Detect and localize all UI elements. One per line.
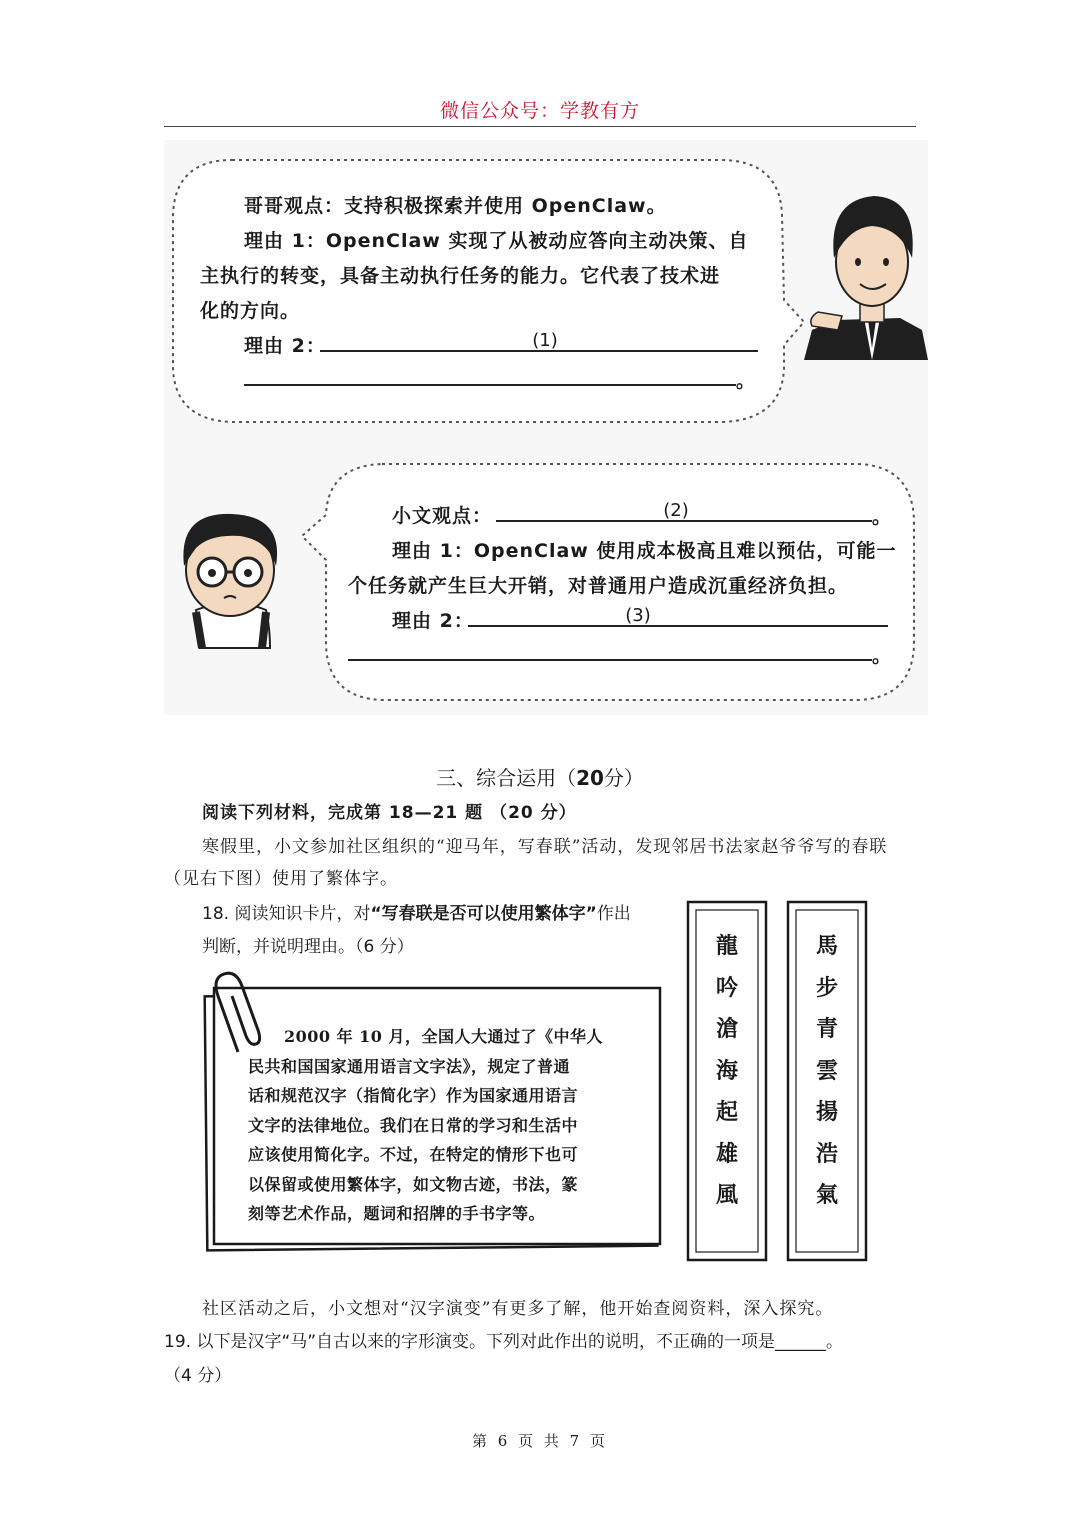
couplet-char: 龍	[715, 933, 738, 959]
couplet-char: 氣	[815, 1182, 838, 1208]
card-line: 刻等艺术作品，题词和招牌的手书字等。	[248, 1204, 546, 1223]
card-line: 话和规范汉字（指简化字）作为国家通用语言	[248, 1086, 579, 1105]
answer-blank-1-line2[interactable]	[244, 384, 736, 386]
couplet-char: 風	[715, 1182, 738, 1208]
question-18-line2: 判断，并说明理由。（6 分）	[202, 937, 414, 957]
couplet-char: 吟	[715, 974, 738, 1001]
section-instruction: 阅读下列材料，完成第 18—21 题 （20 分）	[202, 803, 577, 823]
header-title: 微信公众号：学教有方	[439, 100, 640, 122]
couplet-char: 滄	[715, 1016, 738, 1042]
xiaowen-reason1-line2: 个任务就产生巨大开销，对普通用户造成沉重经济负担。	[348, 575, 849, 597]
section-title-prefix: 三、综合运用（	[436, 766, 577, 790]
brother-reason2-label: 理由 2：	[244, 335, 326, 357]
couplet-char: 浩	[815, 1140, 838, 1167]
material-para2: 社区活动之后，小文想对“汉字演变”有更多了解，他开始查阅资料，深入探究。	[202, 1299, 834, 1319]
answer-blank-3-line1[interactable]	[468, 625, 888, 627]
question-18-emphasis: “写春联是否可以使用繁体字”	[370, 904, 597, 924]
brother-reason1-line3: 化的方向。	[200, 300, 301, 322]
xiaowen-reason2-period: 。	[872, 645, 893, 667]
question-18-prefix: 18. 阅读知识卡片，对	[202, 904, 371, 924]
brother-viewpoint: 哥哥观点：支持积极探索并使用 OpenClaw。	[244, 195, 667, 217]
section-title-score: 20	[576, 766, 604, 790]
material-para1-line1: 寒假里，小文参加社区组织的“迎马年，写春联”活动，发现邻居书法家赵爷爷写的春联	[202, 837, 888, 857]
couplet-char: 揚	[815, 1099, 838, 1125]
section-title-suffix: 分）	[603, 766, 644, 790]
brother-reason1-line1: 理由 1：OpenClaw 实现了从被动应答向主动决策、自	[244, 230, 749, 252]
xiaowen-reason1-line1: 理由 1：OpenClaw 使用成本极高且难以预估，可能一	[392, 540, 897, 562]
couplet-right-column	[796, 926, 858, 1217]
blank-3-number: (3)	[625, 605, 651, 626]
card-line: 2000 年 10 月，全国人大通过了《中华人	[284, 1027, 604, 1046]
knowledge-card-text	[248, 1022, 648, 1229]
blank-1-number: (1)	[532, 330, 558, 351]
question-18-suffix: 作出	[596, 904, 631, 924]
brother-reason1-line2: 主执行的转变，具备主动执行任务的能力。它代表了技术进	[200, 265, 721, 287]
material-para1-line2: （见右下图）使用了繁体字。	[164, 869, 398, 889]
question-18-line1	[202, 899, 631, 924]
question-19-line1: 19. 以下是汉字“马”自古以来的字形演变。下列对此作出的说明，不正确的一项是______。	[164, 1332, 844, 1352]
brother-reason2-period: 。	[736, 370, 757, 392]
xiaowen-viewpoint-period: 。	[872, 506, 893, 528]
card-line: 文字的法律地位。我们在日常的学习和生活中	[248, 1115, 579, 1135]
question-19-line2: （4 分）	[164, 1366, 232, 1386]
couplet-char: 步	[815, 974, 838, 1001]
couplet-left-column	[696, 926, 758, 1217]
couplet-char: 雄	[715, 1140, 738, 1167]
couplet-char: 青	[815, 1016, 838, 1042]
blank-2-number: (2)	[663, 500, 689, 521]
xiaowen-figure-icon	[183, 514, 277, 648]
xiaowen-viewpoint-label: 小文观点：	[392, 505, 493, 527]
xiaowen-reason2-label: 理由 2：	[392, 610, 474, 632]
couplet-char: 雲	[815, 1057, 838, 1084]
card-line: 以保留或使用繁体字，如文物古迹，书法，篆	[248, 1174, 579, 1194]
page-number: 第 6 页 共 7 页	[472, 1432, 608, 1450]
card-line: 民共和国国家通用语言文字法》，规定了普通	[248, 1056, 571, 1076]
couplet-char: 海	[715, 1057, 738, 1084]
section-title	[0, 762, 1080, 791]
card-line: 应该使用简化字。不过，在特定的情形下也可	[248, 1145, 579, 1164]
answer-blank-3-line2[interactable]	[348, 659, 872, 661]
couplet-char: 馬	[815, 933, 838, 959]
couplet-char: 起	[715, 1099, 738, 1125]
